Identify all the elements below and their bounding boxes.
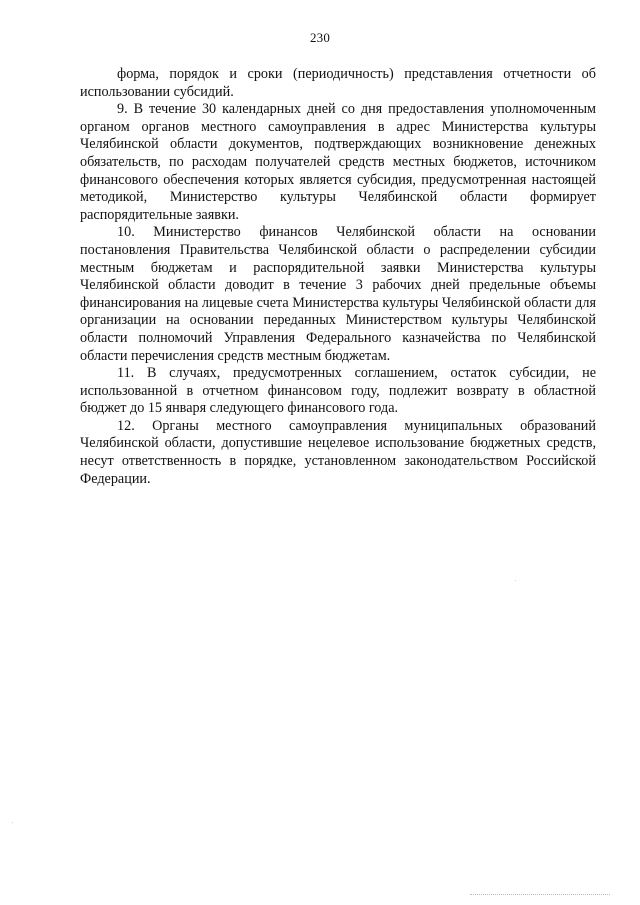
paragraph-continuation: форма, порядок и сроки (периодичность) представления отчетности об использовании субсидий.	[80, 66, 596, 100]
scan-edge-line	[470, 894, 610, 895]
paragraph-item-9: 9. В течение 30 календарных дней со дня предоставления уполномоченным органом органов местного самоуправления в адрес Министерства культуры Челябинской области документов, подтверждающих возникновение денежных обязательств, по расходам получателей средств местных бюджетов, источником финансового обеспечения которых является субсидия, предусмотренная настоящей методикой, Министерство культуры Челябинской области формирует распорядительные заявки.	[80, 101, 596, 223]
scan-speck	[12, 822, 13, 823]
document-body	[80, 66, 596, 488]
paragraph-item-11: 11. В случаях, предусмотренных соглашением, остаток субсидии, не использованной в отчетном финансовом году, подлежит возврату в областной бюджет до 15 января следующего финансового года.	[80, 365, 596, 417]
paragraph-item-10: 10. Министерство финансов Челябинской области на основании постановления Правительства Челябинской области о распределении субсидии местным бюджетам и распорядительной заявки Министерства культуры Челябинской области доводит в течение 3 рабочих дней предельные объемы финансирования на лицевые счета Министерства культуры Челябинской области для организации на основании переданных Министерством культуры Челябинской области полномочий Управления Федерального казначейства по Челябинской области перечисления средств местным бюджетам.	[80, 224, 596, 364]
page-number: 230	[309, 30, 331, 45]
paragraph-item-12: 12. Органы местного самоуправления муниципальных образований Челябинской области, допустившие нецелевое использование бюджетных средств, несут ответственность в порядке, установленном законодательством Российской Федерации.	[80, 417, 596, 487]
scan-speck	[515, 580, 516, 581]
